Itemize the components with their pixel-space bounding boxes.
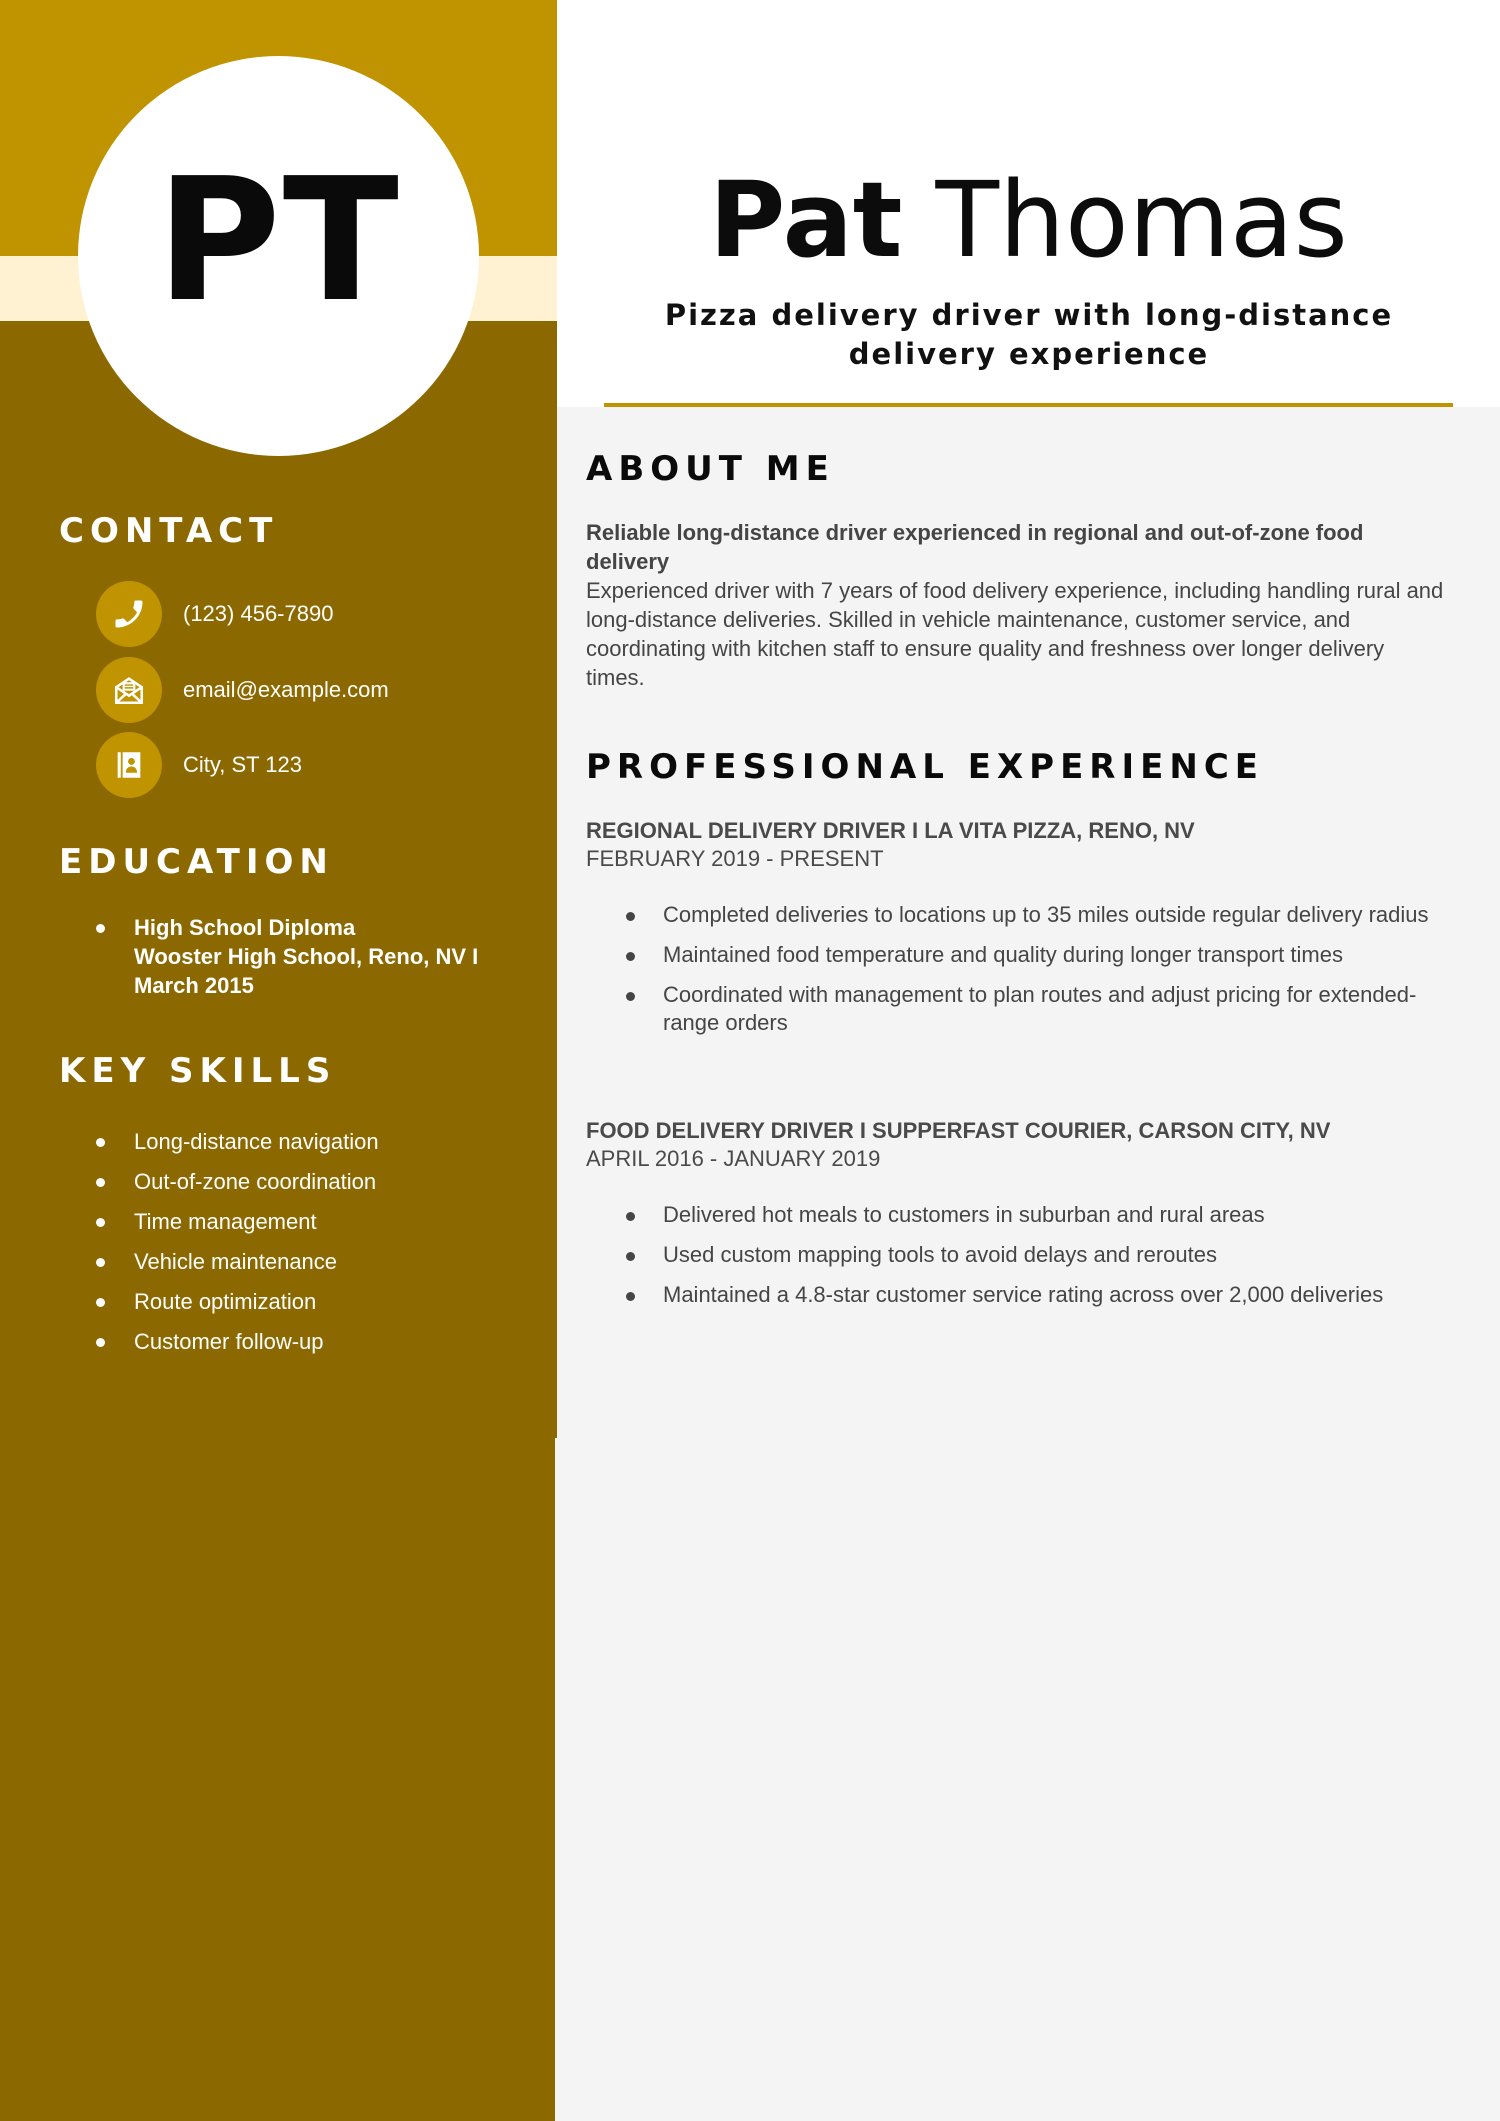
- first-name: Pat: [709, 159, 903, 281]
- job-bullet: Delivered hot meals to customers in suburban and rural areas: [620, 1201, 1450, 1229]
- skills-heading: KEY SKILLS: [59, 1051, 337, 1091]
- about-heading: ABOUT ME: [586, 449, 835, 489]
- job-bullet: Used custom mapping tools to avoid delays and reroutes: [620, 1241, 1450, 1269]
- candidate-name: [557, 159, 1500, 281]
- job-title: FOOD DELIVERY DRIVER I SUPPERFAST COURIER, CARSON CITY, NV: [586, 1118, 1331, 1143]
- monogram-initials: PT: [156, 142, 401, 340]
- contact-heading: CONTACT: [59, 511, 279, 551]
- job-bullet: Maintained a 4.8-star customer service rating across over 2,000 deliveries: [620, 1281, 1450, 1309]
- monogram-avatar: [78, 56, 479, 456]
- city-state: City, ST 123: [183, 752, 303, 777]
- skill-item: Out-of-zone coordination: [90, 1162, 530, 1202]
- last-name: Thomas: [935, 159, 1348, 281]
- education-heading: EDUCATION: [59, 842, 334, 882]
- school: Wooster High School, Reno, NV I: [134, 944, 479, 969]
- contact-address: [96, 732, 302, 798]
- job-bullet: Completed deliveries to locations up to 35 miles outside regular delivery radius: [620, 901, 1450, 929]
- skill-item: Customer follow-up: [90, 1322, 530, 1362]
- skills-list: [90, 1122, 530, 1362]
- address-book-icon: [96, 732, 162, 798]
- header-divider: [604, 403, 1453, 407]
- about-lead: Reliable long-distance driver experienced in regional and out-of-zone food delivery: [586, 520, 1364, 574]
- job-bullet: Coordinated with management to plan routes and adjust pricing for extended-range orders: [620, 981, 1450, 1037]
- job-dates: APRIL 2016 - JANUARY 2019: [586, 1146, 881, 1171]
- headline: Pizza delivery driver with long-distance delivery experience: [664, 298, 1394, 371]
- contact-phone: [96, 581, 333, 647]
- email-address: email@example.com: [183, 677, 389, 702]
- phone-number: (123) 456-7890: [183, 601, 334, 626]
- graduation-date: March 2015: [134, 973, 254, 998]
- job-title: REGIONAL DELIVERY DRIVER I LA VITA PIZZA, RENO, NV: [586, 818, 1195, 843]
- skill-item: Time management: [90, 1202, 530, 1242]
- education-list: [90, 913, 530, 1000]
- job-dates: FEBRUARY 2019 - PRESENT: [586, 846, 884, 871]
- contact-email: [96, 657, 389, 723]
- envelope-icon: [96, 657, 162, 723]
- job-bullet: Maintained food temperature and quality during longer transport times: [620, 941, 1450, 969]
- experience-heading: PROFESSIONAL EXPERIENCE: [586, 747, 1264, 787]
- job-bullets: [620, 901, 1450, 1049]
- education-item: [90, 913, 530, 1000]
- phone-icon: [96, 581, 162, 647]
- skill-item: Long-distance navigation: [90, 1122, 530, 1162]
- degree: High School Diploma: [134, 915, 356, 940]
- skill-item: Route optimization: [90, 1282, 530, 1322]
- job-bullets: [620, 1201, 1450, 1321]
- sidebar-edge: [555, 1438, 557, 2121]
- about-body: Experienced driver with 7 years of food delivery experience, including handling rural and long-distance deliveries. Skilled in vehicle maintenance, customer service, and coordinating with kitchen staff to ensure quality and freshness over longer delivery times.: [586, 578, 1444, 690]
- skill-item: Vehicle maintenance: [90, 1242, 530, 1282]
